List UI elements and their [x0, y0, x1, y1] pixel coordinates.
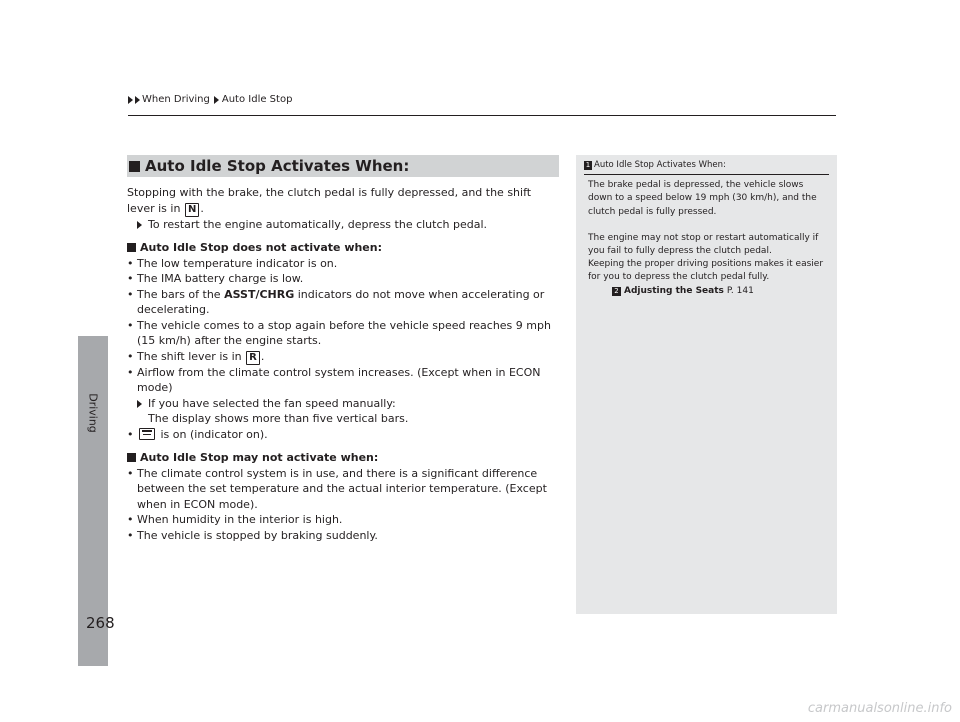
list-item: • The vehicle is stopped by braking suddenly. [127, 528, 378, 542]
section-heading [127, 155, 559, 177]
watermark: carmanualsonline.info [807, 701, 952, 716]
list-item: • The bars of the ASST/CHRG indicators do not move when accelerating or decelerating. [127, 287, 545, 316]
cross-reference-link[interactable]: 2 Adjusting the Seats P. 141 [584, 285, 829, 298]
square-bullet-icon [127, 453, 136, 462]
sidebar-rule [584, 174, 829, 175]
sidebar-paragraph: The engine may not stop or restart automatically if you fail to fully depress the clutch pedal. [588, 232, 819, 257]
section-title: Auto Idle Stop Activates When: [145, 157, 410, 175]
sidebar-paragraph: The brake pedal is depressed, the vehicle slows down to a speed below 19 mph (30 km/h), and the clutch pedal is fully pressed. [588, 180, 817, 217]
triangle-right-icon [137, 221, 142, 229]
front-defrost-icon [139, 428, 155, 440]
list-item: • When humidity in the interior is high. [127, 513, 343, 526]
breadcrumb [128, 94, 292, 105]
shift-key-n: N [185, 203, 199, 217]
square-bullet-icon [129, 161, 140, 172]
list-item: • is on (indicator on). [127, 427, 268, 441]
sidebar-note-title: 1 Auto Idle Stop Activates When: [585, 160, 726, 170]
lead-note: To restart the engine automatically, depress the clutch pedal. [127, 217, 559, 233]
main-content [127, 155, 559, 543]
fan-note: If you have selected the fan speed manually: The display shows more than five vertical bars. [127, 396, 559, 427]
side-tab-label[interactable]: Driving [86, 393, 100, 433]
breadcrumb-auto-idle-stop[interactable]: Auto Idle Stop [221, 94, 293, 105]
subheading-may-not-activate: Auto Idle Stop may not activate when: [127, 450, 559, 466]
triangle-right-icon [135, 96, 140, 104]
page-number: 268 [86, 614, 115, 632]
list-item: • The climate control system is in use, and there is a significant difference between the set temperature and the actual interior temperature. (Except when in ECON mode). [127, 466, 547, 511]
cross-reference-icon: 2 [612, 287, 621, 296]
sidebar-paragraph: Keeping the proper driving positions makes it easier for you to depress the clutch pedal fully. [588, 259, 824, 283]
list-item: • The low temperature indicator is on. [127, 256, 338, 270]
list-item: • The vehicle comes to a stop again before the vehicle speed reaches 9 mph (15 km/h) after the engine starts. [127, 318, 551, 347]
list-item: • The shift lever is in R . [127, 349, 265, 363]
subheading-not-activate: Auto Idle Stop does not activate when: [127, 240, 559, 256]
triangle-right-icon [137, 400, 142, 408]
square-bullet-icon [127, 243, 136, 252]
triangle-right-icon [214, 96, 219, 104]
list-item: • The IMA battery charge is low. [127, 272, 304, 285]
note-marker-icon: 1 [585, 161, 591, 170]
lead-paragraph: Stopping with the brake, the clutch pedal is fully depressed, and the shift lever is in N . [127, 186, 532, 215]
shift-key-r: R [246, 351, 260, 365]
side-tab-top [78, 336, 108, 391]
list-item: • Airflow from the climate control system increases. (Except when in ECON mode) [127, 365, 541, 394]
sidebar-note [576, 155, 837, 614]
triangle-right-icon [128, 96, 133, 104]
header-rule [128, 115, 836, 116]
breadcrumb-when-driving[interactable]: When Driving [142, 94, 210, 105]
